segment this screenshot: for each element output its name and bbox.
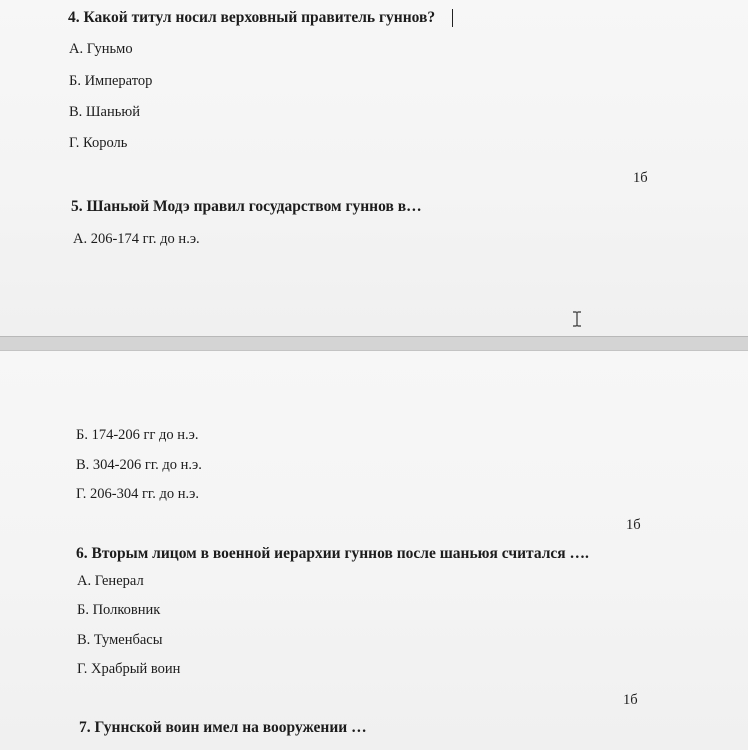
document-page-1 bbox=[0, 0, 748, 337]
question-4-text: 4. Какой титул носил верховный правитель гуннов? bbox=[68, 9, 436, 26]
text-cursor-icon bbox=[452, 9, 453, 27]
q6-points: 1б bbox=[623, 692, 638, 708]
q6-option-a: А. Генерал bbox=[77, 573, 144, 589]
q5-option-a: А. 206-174 гг. до н.э. bbox=[73, 231, 200, 247]
q6-option-c: В. Туменбасы bbox=[77, 632, 163, 648]
q6-option-b: Б. Полковник bbox=[77, 602, 161, 618]
question-5-text: 5. Шаньюй Модэ правил государством гуннов в… bbox=[71, 198, 422, 215]
q4-option-c: В. Шаньюй bbox=[69, 104, 140, 120]
q5-points: 1б bbox=[626, 517, 641, 533]
q4-option-d: Г. Король bbox=[69, 135, 128, 151]
page-gap bbox=[0, 337, 748, 350]
q6-option-d: Г. Храбрый воин bbox=[77, 661, 181, 677]
q5-option-d: Г. 206-304 гг. до н.э. bbox=[76, 486, 199, 502]
q4-option-a: А. Гуньмо bbox=[69, 41, 133, 57]
q5-option-b: Б. 174-206 гг до н.э. bbox=[76, 427, 199, 443]
question-7-text: 7. Гуннской воин имел на вооружении … bbox=[79, 719, 367, 736]
ibeam-cursor-icon bbox=[572, 311, 582, 327]
q5-option-c: В. 304-206 гг. до н.э. bbox=[76, 457, 202, 473]
document-page-2 bbox=[0, 350, 748, 750]
q4-points: 1б bbox=[633, 170, 648, 186]
q4-option-b: Б. Император bbox=[69, 73, 153, 89]
question-6-text: 6. Вторым лицом в военной иерархии гуннов после шаньюя считался …. bbox=[76, 545, 589, 562]
